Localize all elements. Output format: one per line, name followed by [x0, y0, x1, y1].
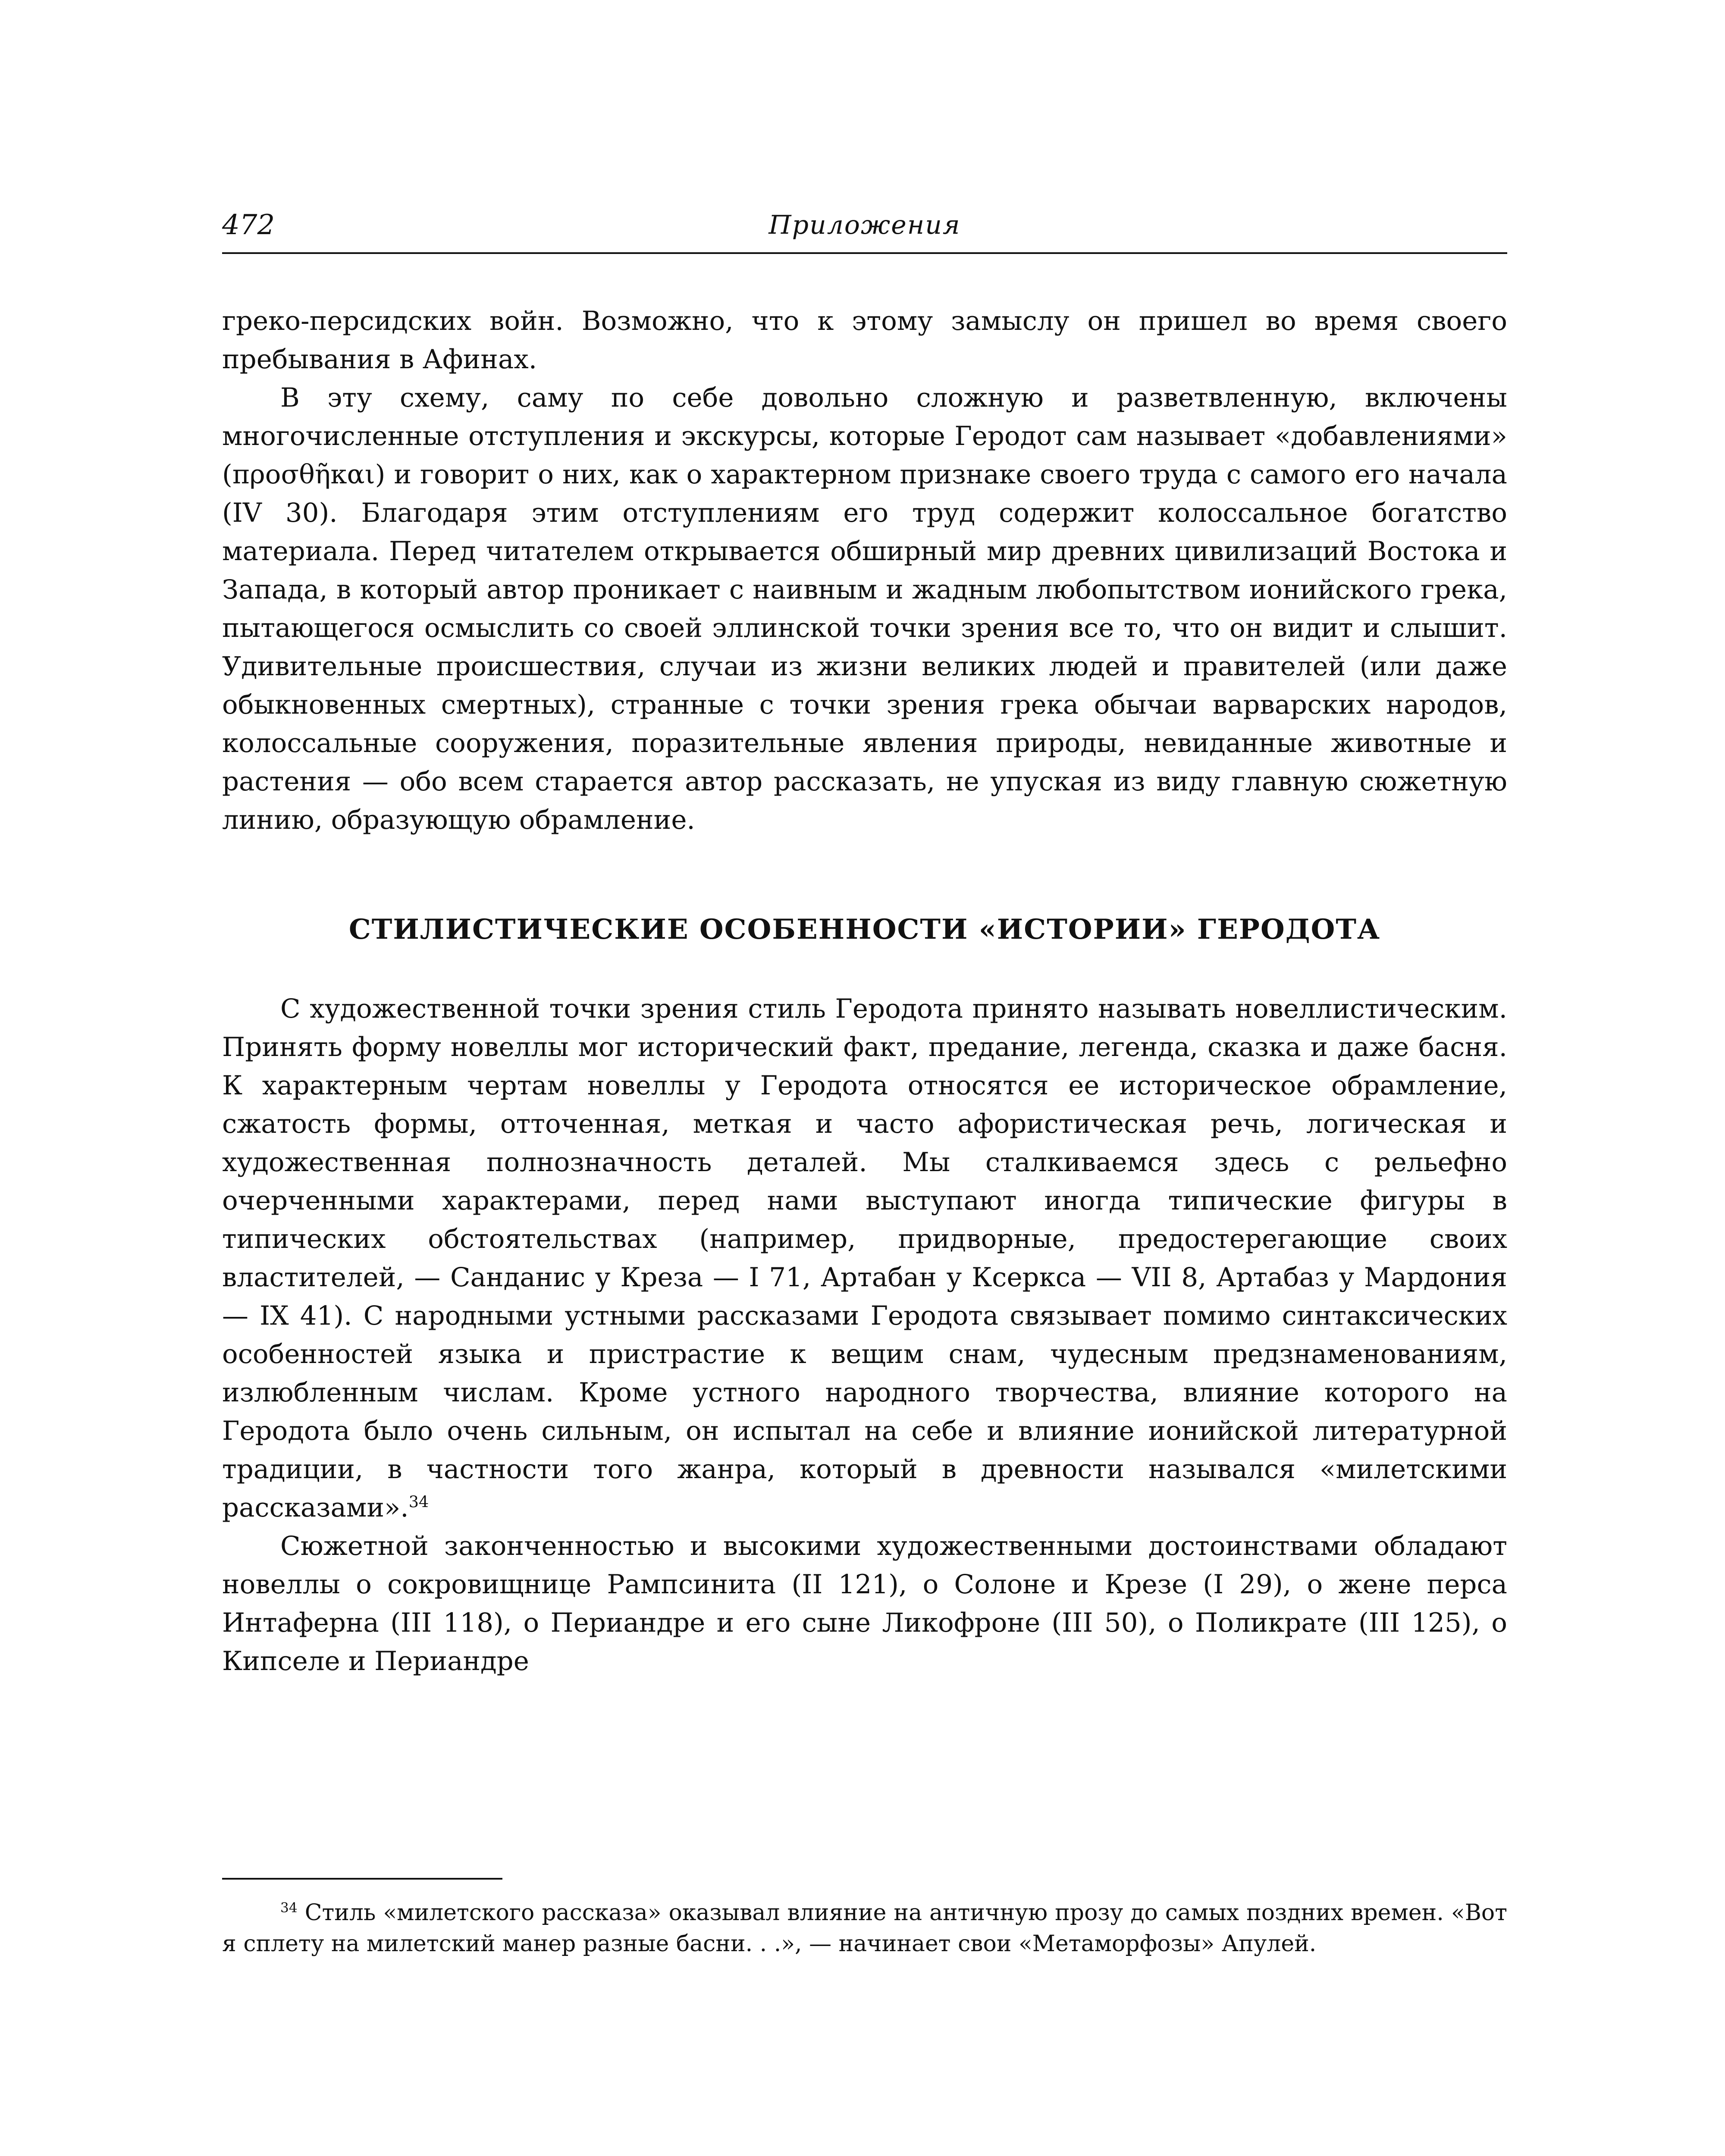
running-title: Приложения: [768, 210, 961, 240]
paragraph-continued: греко-персидских войн. Возможно, что к этому замыслу он пришел во время своего пребывания в Афинах.: [222, 306, 1507, 375]
paragraph-text: С художественной точки зрения стиль Геродота принято называть новеллистическим. Принять форму новеллы мог исторический факт, предание, легенда, сказка и даже басня. К характерным чертам новеллы у Геродота относятся ее историческое обрамление, сжатость формы, отточенная, меткая и часто афористическая речь, логическая и художественная полнозначность деталей. Мы сталкиваемся здесь с рельефно очерченными характерами, перед нами выступают иногда типические фигуры в типических обстоятельствах (например, придворные, предостерегающие своих властителей, — Санданис у Креза — I 71, Артабан у Ксеркса — VII 8, Артабаз у Мардония — IX 41). С народными устными рассказами Геродота связывает помимо синтаксических особенностей языка и пристрастие к вещим снам, чудесным предзнаменованиям, излюбленным числам. Кроме устного народного творчества, влияние которого на Геродота было очень сильным, он испытал на себе и влияние ионийской литературной традиции, в частности того жанра, который в древности назывался «милетскими рассказами».: [222, 993, 1507, 1523]
footnote-text: Стиль «милетского рассказа» оказывал влияние на античную прозу до самых поздних времен. «Вот я сплету на милетский манер разные басни. . .», — начинает свои «Метаморфозы» Апулей.: [222, 1900, 1507, 1957]
footnote-marker: 34: [280, 1900, 298, 1916]
page-header: [222, 205, 1507, 254]
paragraph: Сюжетной законченностью и высокими художественными достоинствами обладают новеллы о сокровищнице Рампсинита (II 121), о Солоне и Крезе (I 29), о жене перса Интаферна (III 118), о Периандре и его сыне Ликофроне (III 50), о Поликрате (III 125), о Кипселе и Периандре: [222, 1531, 1507, 1677]
footnote: [222, 1897, 1507, 1959]
paragraph: [222, 990, 1507, 1527]
paragraph: В эту схему, саму по себе довольно сложную и разветвленную, включены многочисленные отступления и экскурсы, которые Геродот сам называет «добавлениями» (προσθῆκαι) и говорит о них, как о характерном признаке своего труда с самого его начала (IV 30). Благодаря этим отступлениям его труд содержит колоссальное богатство материала. Перед читателем открывается обширный мир древних цивилизаций Востока и Запада, в который автор проникает с наивным и жадным любопытством ионийского грека, пытающегося осмыслить со своей эллинской точки зрения все то, что он видит и слышит. Удивительные происшествия, случаи из жизни великих людей и правителей (или даже обыкновенных смертных), странные с точки зрения грека обычаи варварских народов, колоссальные сооружения, поразительные явления природы, невиданные животные и растения — обо всем старается автор рассказать, не упуская из виду главную сюжетную линию, образующую обрамление.: [222, 382, 1507, 835]
footnote-reference[interactable]: 34: [408, 1492, 429, 1511]
page-body: [222, 302, 1507, 1680]
footnote-divider: [222, 1878, 502, 1880]
footnote-34: [222, 1897, 1507, 1959]
section-heading: СТИЛИСТИЧЕСКИЕ ОСОБЕННОСТИ «ИСТОРИИ» ГЕРОДОТА: [348, 913, 1381, 946]
page-number: 472: [222, 209, 275, 241]
